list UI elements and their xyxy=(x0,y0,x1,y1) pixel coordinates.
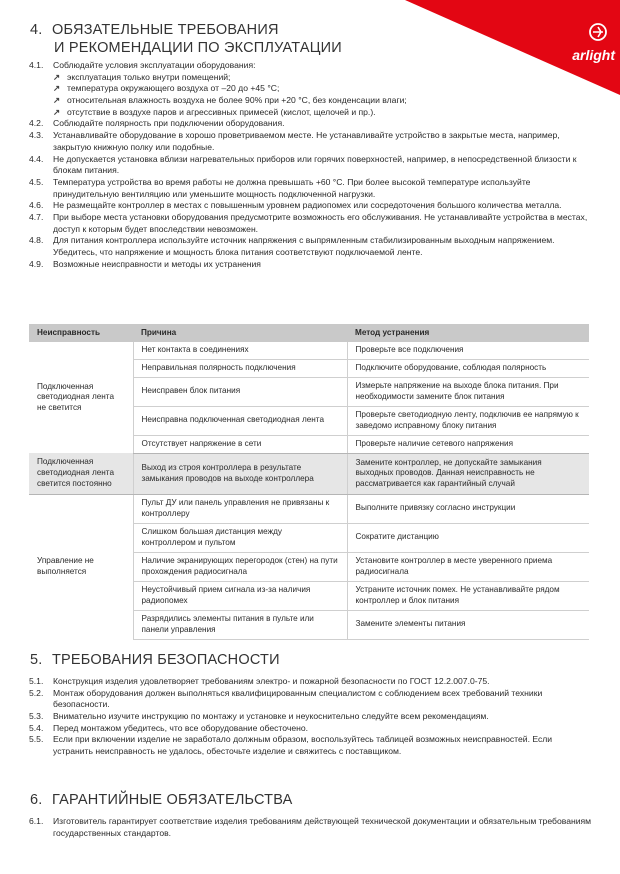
paragraph-text: Внимательно изучите инструкцию по монтажу и установке и неукоснительно следуйте всем рекомендациям. xyxy=(53,711,489,722)
bullet-item xyxy=(29,83,592,95)
section-4-body xyxy=(29,60,592,270)
paragraph-text: Не размещайте контроллер в местах с повышенным уровнем радиопомех или сосредоточения большого количества металла. xyxy=(53,200,562,211)
paragraph-text: Соблюдайте условия эксплуатации оборудования: xyxy=(53,60,256,70)
remedy-cell: Подключите оборудование, соблюдая полярность xyxy=(347,359,589,377)
paragraph-text: Соблюдайте полярность при подключении оборудования. xyxy=(53,118,285,129)
paragraph-5-3 xyxy=(29,711,592,723)
cause-cell: Выход из строя контроллера в результате замыкания проводов на выходе контроллера xyxy=(133,453,347,494)
paragraph-4-3 xyxy=(29,130,592,153)
section-6-body xyxy=(29,816,592,839)
paragraph-4-2 xyxy=(29,118,592,130)
header-fault: Неисправность xyxy=(29,324,133,342)
section-4-title xyxy=(30,22,342,57)
paragraph-text: Не допускается установка вблизи нагревательных приборов или горячих поверхностей, например, в непосредственной близости к блокам питания. xyxy=(53,153,577,176)
bullet-arrow-icon: ↗ xyxy=(53,83,61,94)
table-row xyxy=(29,342,589,359)
paragraph-number: 4.8. xyxy=(29,235,44,246)
bullet-arrow-icon: ↗ xyxy=(53,106,61,117)
paragraph-number: 4.4. xyxy=(29,153,44,164)
paragraph-6-1 xyxy=(29,816,592,839)
table-row xyxy=(29,494,589,523)
cause-cell: Наличие экранирующих перегородок (стен) на пути прохождения радиосигнала xyxy=(133,552,347,581)
section-title-line1: ОБЯЗАТЕЛЬНЫЕ ТРЕБОВАНИЯ xyxy=(52,22,279,38)
paragraph-number: 5.3. xyxy=(29,711,44,722)
paragraph-5-1 xyxy=(29,676,592,688)
remedy-cell: Сократите дистанцию xyxy=(347,523,589,552)
paragraph-text: Для питания контроллера используйте источник напряжения с выпрямленным стабилизированным выходным напряжением. Убедитесь, что напряжение и мощность блока питания соответствуют подключаемой ленте. xyxy=(53,235,555,257)
bullet-item xyxy=(29,107,592,119)
bullet-arrow-icon: ↗ xyxy=(53,71,61,82)
paragraph-4-7 xyxy=(29,212,592,235)
bullet-arrow-icon: ↗ xyxy=(53,95,61,106)
cause-cell: Пульт ДУ или панель управления не привязаны к контроллеру xyxy=(133,494,347,523)
paragraph-number: 4.5. xyxy=(29,176,44,187)
section-5-title xyxy=(30,652,280,670)
bullet-item xyxy=(29,95,592,107)
header-remedy: Метод устранения xyxy=(347,324,589,342)
paragraph-number: 4.1. xyxy=(29,60,44,70)
paragraph-4-6 xyxy=(29,200,592,212)
fault-cell: Подключенная светодиодная лента светится постоянно xyxy=(29,453,133,494)
paragraph-number: 4.7. xyxy=(29,211,44,222)
paragraph-4-8 xyxy=(29,235,592,258)
paragraph-number: 5.5. xyxy=(29,734,44,745)
remedy-cell: Проверьте наличие сетевого напряжения xyxy=(347,435,589,453)
cause-cell: Неисправна подключенная светодиодная лента xyxy=(133,406,347,435)
paragraph-text: Температура устройства во время работы не должна превышать +60 °C. При более высокой температуре используйте принудительную вентиляцию или уменьшите мощность подключенной нагрузки. xyxy=(53,176,531,199)
paragraph-4-9 xyxy=(29,259,592,271)
section-title-text: ТРЕБОВАНИЯ БЕЗОПАСНОСТИ xyxy=(52,652,280,668)
paragraph-number: 4.3. xyxy=(29,130,44,141)
cause-cell: Слишком большая дистанция между контроллером и пультом xyxy=(133,523,347,552)
bullet-item xyxy=(29,72,592,84)
logo-text: arlight xyxy=(572,47,615,63)
cause-cell: Неисправен блок питания xyxy=(133,377,347,406)
remedy-cell: Замените контроллер, не допускайте замыкания выходных проводов. Данная неисправность не рассматривается как гарантийный случай xyxy=(347,453,589,494)
cause-cell: Разрядились элементы питания в пульте или панели управления xyxy=(133,610,347,639)
bullet-text: относительная влажность воздуха не более 90% при +20 °C, без конденсации влаги; xyxy=(67,95,407,106)
remedy-cell: Проверьте все подключения xyxy=(347,342,589,359)
paragraph-text: Конструкция изделия удовлетворяет требованиям электро- и пожарной безопасности по ГОСТ 12.2.007.0-75. xyxy=(53,676,490,686)
paragraph-5-2 xyxy=(29,688,592,711)
paragraph-text: Устанавливайте оборудование в хорошо проветриваемом месте. Не устанавливайте устройство в закрытые места, например, закрытую книжную полку или подобные. xyxy=(53,130,560,152)
paragraph-number: 5.4. xyxy=(29,722,44,733)
header-cause: Причина xyxy=(133,324,347,342)
bullet-text: отсутствие в воздухе паров и агрессивных примесей (кислот, щелочей и пр.). xyxy=(67,106,376,117)
paragraph-5-5 xyxy=(29,734,592,757)
paragraph-4-4 xyxy=(29,154,592,177)
paragraph-number: 4.9. xyxy=(29,258,44,269)
paragraph-4-1 xyxy=(29,60,592,72)
paragraph-number: 4.2. xyxy=(29,118,44,129)
bullet-text: температура окружающего воздуха от –20 до +45 °C; xyxy=(67,83,280,94)
cause-cell: Отсутствует напряжение в сети xyxy=(133,435,347,453)
paragraph-text: Монтаж оборудования должен выполняться квалифицированным специалистом с соблюдением всех требований техники безопасности. xyxy=(53,687,543,710)
section-5-body xyxy=(29,676,592,758)
paragraph-text: Изготовитель гарантирует соответствие изделия требованиям действующей технической документации и обязательным требованиям государственных стандартов. xyxy=(53,816,592,838)
paragraph-text: При выборе места установки оборудования предусмотрите возможность его обслуживания. Не устанавливайте устройства в местах, доступ к которым будет впоследствии невозможен. xyxy=(53,211,588,234)
faults-table xyxy=(29,324,589,640)
paragraph-number: 4.6. xyxy=(29,200,44,211)
paragraph-4-5 xyxy=(29,177,592,200)
fault-cell: Управление не выполняется xyxy=(37,556,94,576)
table-row xyxy=(29,453,589,494)
cause-cell: Нет контакта в соединениях xyxy=(133,342,347,359)
paragraph-text: Если при включении изделие не заработало должным образом, воспользуйтесь таблицей возможных неисправностей. Если устранить неисправность не удалось, обесточьте изделие и свяжитесь с поставщиком. xyxy=(53,734,553,757)
remedy-cell: Замените элементы питания xyxy=(347,610,589,639)
cause-cell: Неустойчивый прием сигнала из-за наличия радиопомех xyxy=(133,581,347,610)
cause-cell: Неправильная полярность подключения xyxy=(133,359,347,377)
bullet-text: эксплуатация только внутри помещений; xyxy=(67,71,231,82)
section-title-line2: И РЕКОМЕНДАЦИИ ПО ЭКСПЛУАТАЦИИ xyxy=(54,39,342,56)
remedy-cell: Измерьте напряжение на выходе блока питания. При необходимости замените блок питания xyxy=(347,377,589,406)
section-number: 5. xyxy=(30,652,43,668)
section-number: 6. xyxy=(30,792,43,808)
paragraph-5-4 xyxy=(29,723,592,735)
table-header-row xyxy=(29,324,589,342)
paragraph-number: 6.1. xyxy=(29,816,44,826)
fault-cell: Подключенная светодиодная лента не светится xyxy=(37,381,115,412)
paragraph-text: Перед монтажом убедитесь, что все оборудование обесточено. xyxy=(53,722,309,733)
paragraph-number: 5.2. xyxy=(29,687,44,698)
section-number: 4. xyxy=(30,22,43,38)
remedy-cell: Устраните источник помех. Не устанавливайте рядом контроллер и блок питания xyxy=(347,581,589,610)
section-6-title xyxy=(30,792,292,810)
paragraph-number: 5.1. xyxy=(29,676,44,686)
remedy-cell: Выполните привязку согласно инструкции xyxy=(347,494,589,523)
remedy-cell: Проверьте светодиодную ленту, подключив ее напрямую к заведомо исправному блоку питания xyxy=(347,406,589,435)
remedy-cell: Установите контроллер в месте уверенного приема радиосигнала xyxy=(347,552,589,581)
paragraph-text: Возможные неисправности и методы их устранения xyxy=(53,258,261,269)
section-title-text: ГАРАНТИЙНЫЕ ОБЯЗАТЕЛЬСТВА xyxy=(52,792,293,808)
